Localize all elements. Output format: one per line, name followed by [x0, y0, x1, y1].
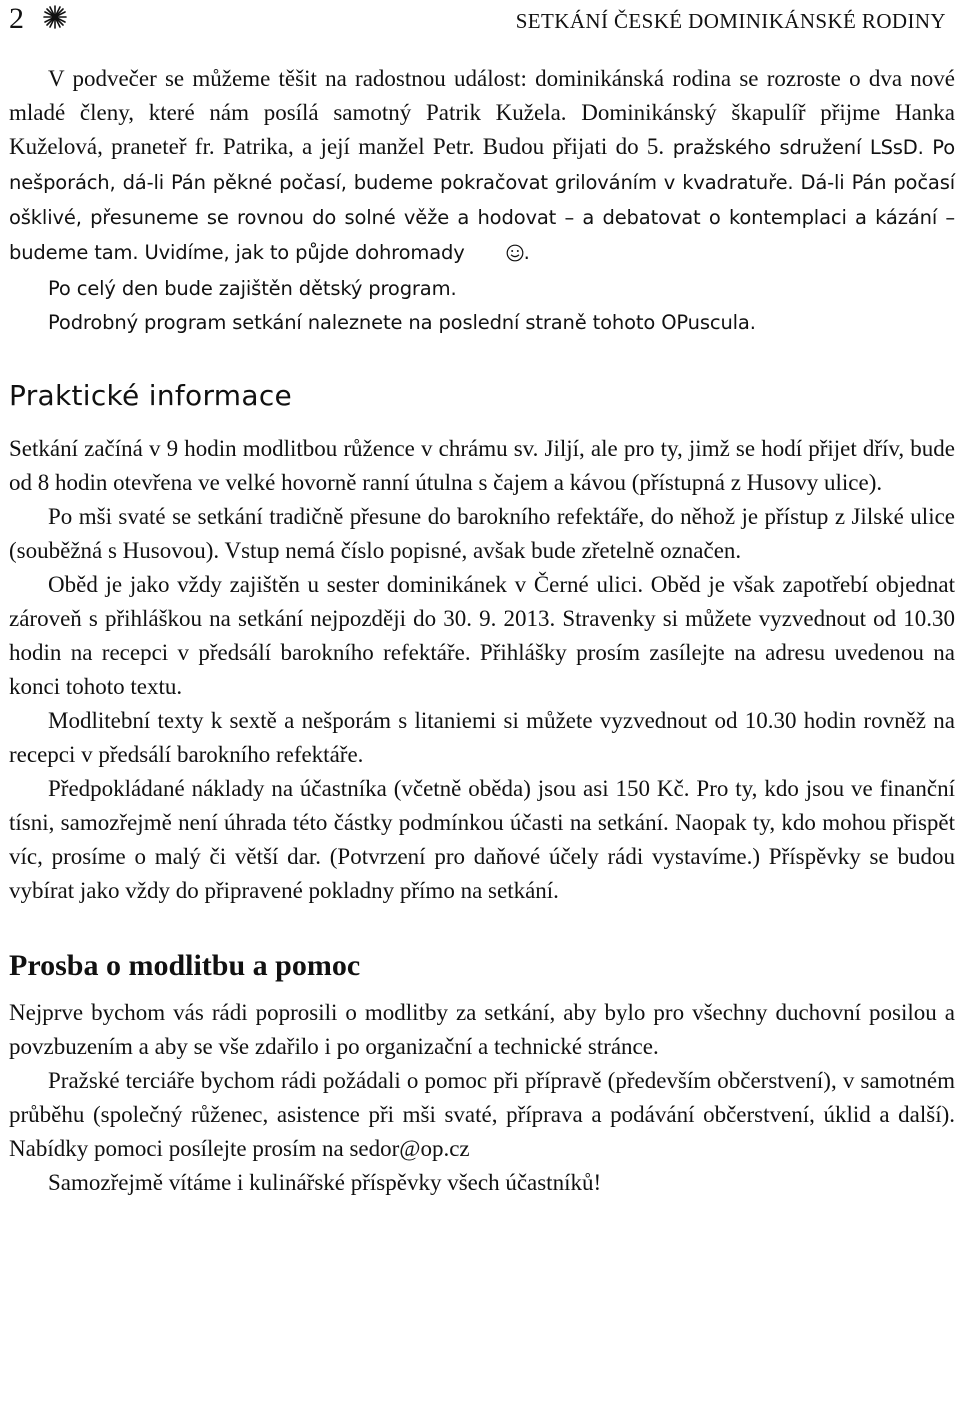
section-heading-prayer-help: Prosba o modlitbu a pomoc — [9, 949, 361, 982]
prayer-paragraph-3: Samozřejmě vítáme i kulinářské příspěvky všech účastníků! — [48, 1170, 602, 1195]
intro-paragraph-1 — [9, 62, 955, 272]
intro-text-end: . — [523, 241, 530, 264]
page-number: 2 — [9, 2, 24, 35]
asterisk-star-icon — [43, 5, 67, 34]
practical-paragraph-3: Oběd je jako vždy zajištěn u sester dominikánek v Černé ulici. Oběd je však zapotřebí objednat zároveň s přihláškou na setkání nejpozději do 30. 9. 2013. Stravenky si můžete vyzvednout od 10.30 hodin na recepci v předsálí barokního refektáře. Přihlášky prosím zasílejte na adresu uvedenou na konci tohoto textu. — [9, 572, 955, 699]
running-title: SETKÁNÍ ČESKÉ DOMINIKÁNSKÉ RODINY — [515, 9, 946, 33]
prayer-paragraph-2: Pražské terciáře bychom rádi požádali o pomoc při přípravě (především občerstvení), v samotném průběhu (společný růženec, asistence při mši svaté, příprava a podávání občerstvení, úklid a další). Nabídky pomoci posílejte prosím na sedor@op.cz — [9, 1068, 955, 1161]
intro-paragraph-2: Po celý den bude zajištěn dětský program. — [48, 277, 457, 300]
practical-paragraph-5: Předpokládané náklady na účastníka (včetně oběda) jsou asi 150 Kč. Pro ty, kdo jsou ve finanční tísni, samozřejmě není úhrada této částky podmínkou účasti na setkání. Naopak ty, kdo mohou přispět víc, prosíme o malý či větší dar. (Potvrzení pro daňové účely rádi vystavíme.) Příspěvky se budou vybírat jako vždy do připravené pokladny přímo na setkání. — [9, 776, 955, 903]
intro-paragraph-3: Podrobný program setkání naleznete na poslední straně tohoto OPuscula. — [48, 311, 756, 334]
practical-paragraph-4: Modlitební texty k sextě a nešporám s litaniemi si můžete vyzvednout od 10.30 hodin rovněž na recepci v předsálí barokního refektáře. — [9, 708, 955, 767]
section-heading-practical-info: Praktické informace — [9, 379, 293, 412]
page-content — [9, 62, 955, 1200]
practical-paragraph-2: Po mši svaté se setkání tradičně přesune do barokního refektáře, do něhož je přístup z Jilské ulice (souběžná s Husovou). Vstup nemá číslo popisné, avšak bude zřetelně označen. — [9, 504, 955, 563]
intro-text-serif: V podvečer se můžeme těšit na radostnou událost: dominikánská rodina se rozroste o dva nové mladé členy, které nám posílá samotný Patrik Kužela. Dominikánský škapulíř přijme Hanka Kuželová, praneteř fr. Patrika, a její manžel Petr. Budou přijati do 5. — [9, 66, 955, 159]
page-header — [0, 0, 960, 48]
prayer-paragraph-1: Nejprve bychom vás rádi poprosili o modlitby za setkání, aby bylo pro všechny duchovní posilou a povzbuzením a aby se vše zdařilo i po organizační a technické stránce. — [9, 1000, 955, 1059]
smiley-icon — [467, 238, 524, 272]
practical-paragraph-1: Setkání začíná v 9 hodin modlitbou růžence v chrámu sv. Jiljí, ale pro ty, jimž se hodí přijet dřív, bude od 8 hodin otevřena ve velké hovorně ranní útulna s čajem a kávou (přístupná z Husovy ulice). — [9, 436, 955, 495]
intro-text-sans: pražského sdružení LSsD. Po nešporách, dá-li Pán pěkné počasí, budeme pokračovat grilováním v kvadratuře. Dá-li Pán počasí ošklivé, přesuneme se rovnou do solné věže a hodovat – a debatovat o kontemplaci a kázání – budeme tam. Uvidíme, jak to půjde dohromady — [9, 136, 956, 264]
